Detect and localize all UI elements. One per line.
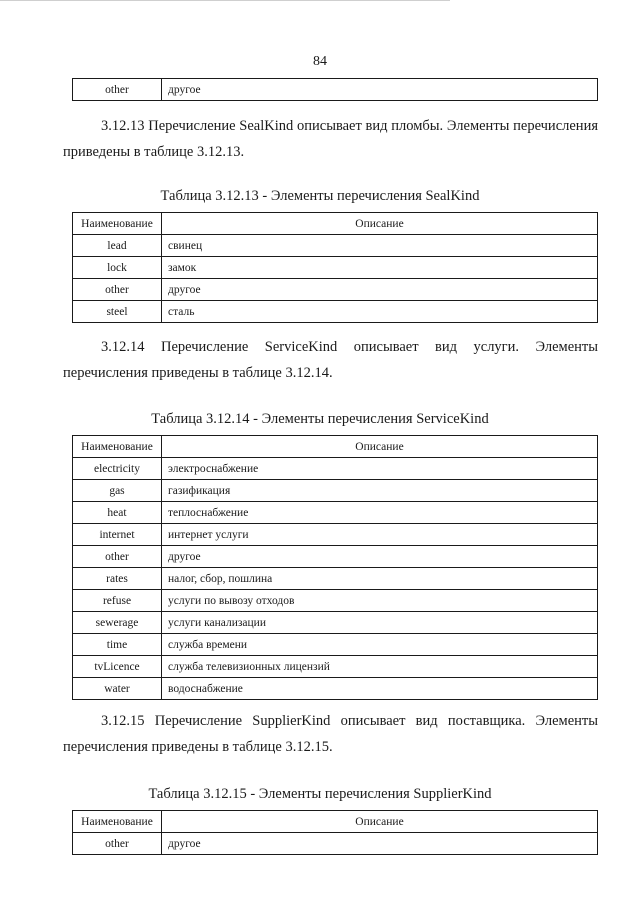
- cell-description: служба времени: [162, 634, 598, 656]
- cell-name: steel: [73, 301, 162, 323]
- cell-description: другое: [162, 279, 598, 301]
- cell-name: refuse: [73, 590, 162, 612]
- table-row: [73, 301, 598, 323]
- table-row: [73, 678, 598, 700]
- cell-description: услуги канализации: [162, 612, 598, 634]
- cell-name: other: [73, 546, 162, 568]
- cell-description: теплоснабжение: [162, 502, 598, 524]
- table-row: [73, 590, 598, 612]
- table-3-12-15: [72, 810, 598, 855]
- cell-description: другое: [162, 546, 598, 568]
- table-body: [73, 458, 598, 700]
- cell-description: замок: [162, 257, 598, 279]
- table-3-12-13: [72, 212, 598, 323]
- cell-description: свинец: [162, 235, 598, 257]
- cell-description: другое: [162, 833, 598, 855]
- table-row: [73, 458, 598, 480]
- table-caption-3-12-14: Таблица 3.12.14 - Элементы перечисления ServiceKind: [151, 411, 489, 427]
- table-row: [73, 79, 598, 101]
- table-header-row: [73, 436, 598, 458]
- paragraph-3-12-13: [63, 113, 598, 165]
- table-header-row: [73, 811, 598, 833]
- table-row: [73, 833, 598, 855]
- continued-table-body: [73, 79, 598, 101]
- cell-name: sewerage: [73, 612, 162, 634]
- table-3-12-14: [72, 435, 598, 700]
- paragraph-line: 3.12.15 Перечисление SupplierKind описывает вид поставщика. Элементы: [101, 713, 598, 729]
- cell-name: internet: [73, 524, 162, 546]
- table-body: [73, 833, 598, 855]
- cell-description: газификация: [162, 480, 598, 502]
- cell-description: другое: [162, 79, 598, 101]
- paragraph-line: 3.12.13 Перечисление SealKind описывает вид пломбы. Элементы перечисления: [101, 118, 598, 134]
- cell-description: налог, сбор, пошлина: [162, 568, 598, 590]
- table-row: [73, 634, 598, 656]
- column-header-name: Наименование: [73, 811, 162, 833]
- table-row: [73, 235, 598, 257]
- scan-top-edge: [0, 0, 450, 1]
- table-caption-3-12-15: Таблица 3.12.15 - Элементы перечисления SupplierKind: [148, 786, 492, 802]
- column-header-description: Описание: [162, 811, 598, 833]
- cell-name: other: [73, 79, 162, 101]
- table-row: [73, 524, 598, 546]
- cell-description: электроснабжение: [162, 458, 598, 480]
- cell-description: служба телевизионных лицензий: [162, 656, 598, 678]
- cell-name: lead: [73, 235, 162, 257]
- table-row: [73, 612, 598, 634]
- cell-name: other: [73, 833, 162, 855]
- page-number: 84: [313, 54, 327, 69]
- table-row: [73, 480, 598, 502]
- cell-name: tvLicence: [73, 656, 162, 678]
- cell-name: heat: [73, 502, 162, 524]
- paragraph-line: приведены в таблице 3.12.13.: [63, 144, 245, 160]
- cell-name: electricity: [73, 458, 162, 480]
- column-header-description: Описание: [162, 213, 598, 235]
- table-row: [73, 257, 598, 279]
- paragraph-line: перечисления приведены в таблице 3.12.15.: [63, 739, 333, 755]
- paragraph-line: 3.12.14 Перечисление ServiceKind описывает вид услуги. Элементы: [101, 339, 598, 355]
- paragraph-3-12-14: [63, 334, 598, 386]
- cell-description: водоснабжение: [162, 678, 598, 700]
- table-body: [73, 235, 598, 323]
- paragraph-line: перечисления приведены в таблице 3.12.14.: [63, 365, 333, 381]
- paragraph-3-12-15: [63, 708, 598, 760]
- cell-name: other: [73, 279, 162, 301]
- continued-table: [72, 78, 598, 101]
- table-caption-3-12-13: Таблица 3.12.13 - Элементы перечисления SealKind: [160, 188, 480, 204]
- column-header-name: Наименование: [73, 436, 162, 458]
- table-row: [73, 546, 598, 568]
- cell-name: lock: [73, 257, 162, 279]
- cell-name: time: [73, 634, 162, 656]
- cell-description: услуги по вывозу отходов: [162, 590, 598, 612]
- cell-name: gas: [73, 480, 162, 502]
- column-header-description: Описание: [162, 436, 598, 458]
- table-row: [73, 279, 598, 301]
- cell-description: интернет услуги: [162, 524, 598, 546]
- table-row: [73, 656, 598, 678]
- table-row: [73, 568, 598, 590]
- cell-name: water: [73, 678, 162, 700]
- cell-description: сталь: [162, 301, 598, 323]
- table-row: [73, 502, 598, 524]
- column-header-name: Наименование: [73, 213, 162, 235]
- cell-name: rates: [73, 568, 162, 590]
- table-header-row: [73, 213, 598, 235]
